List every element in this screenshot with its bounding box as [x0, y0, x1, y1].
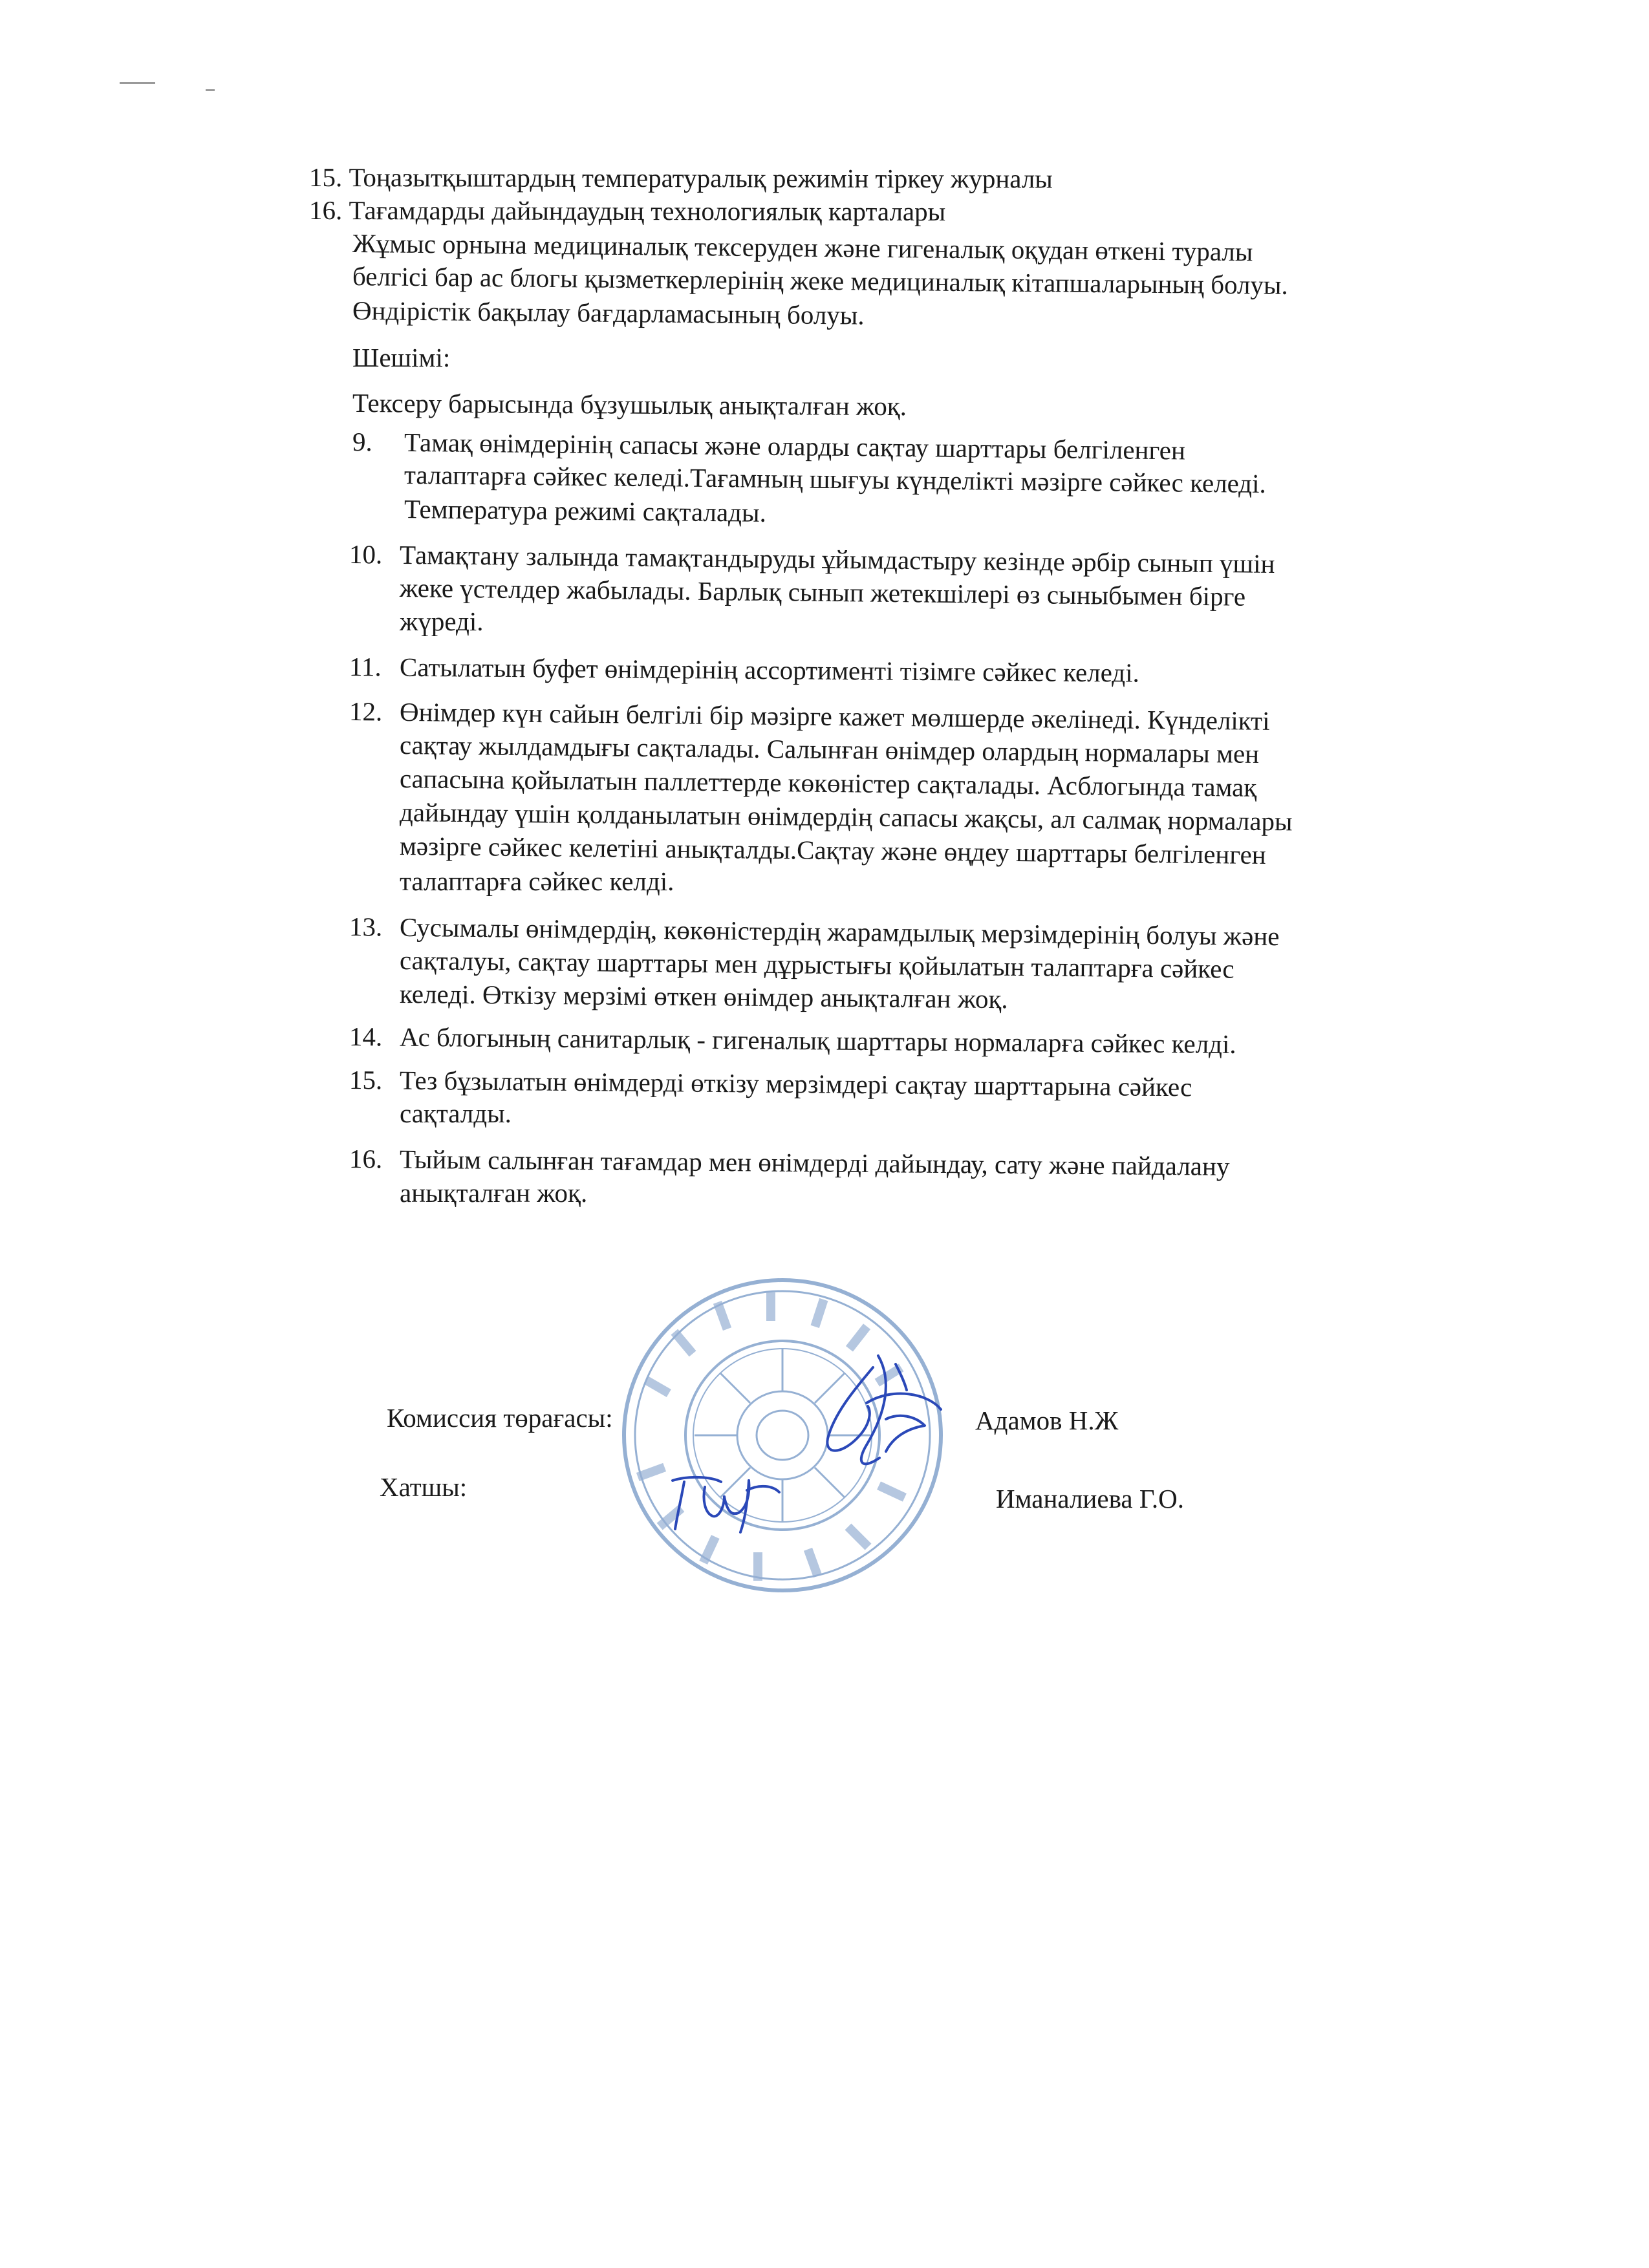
paragraph-line: белгісі бар ас блогы қызметкерлерінің жеке медициналық кітапшаларының болуы. [352, 261, 1289, 300]
list-item-continuation: Температура режимі сақталады. [404, 494, 767, 528]
list-item-continuation: сақталды. [400, 1098, 512, 1128]
decision-label: Шешімі: [352, 343, 451, 372]
list-text: Тыйым салынған тағамдар мен өнімдерді дайындау, сату және пайдалану [399, 1144, 1230, 1181]
list-item-continuation: жүреді. [400, 606, 484, 636]
list-item-continuation: анықталған жоқ. [400, 1178, 588, 1208]
list-item-continuation: жеке үстелдер жабылады. Барлық сынып жетекшілері өз сыныбымен бірге [399, 573, 1246, 612]
header-list-item [309, 194, 945, 228]
list-text: Тағамдарды дайындаудың технологиялық карталары [349, 195, 946, 227]
secretary-label: Хатшы: [380, 1472, 468, 1502]
chair-signature-icon [795, 1342, 957, 1490]
list-text: Тамақ өнімдерінің сапасы және оларды сақтау шарттары белгіленген [404, 427, 1186, 465]
chair-name: Адамов Н.Ж [975, 1406, 1119, 1435]
list-item [349, 650, 1139, 689]
scan-mark [206, 89, 215, 91]
decision-text: Тексеру барысында бұзушылық анықталған жоқ. [352, 388, 907, 422]
scan-mark [120, 82, 155, 84]
list-item-continuation: мәзірге сәйкес келетіні анықталды.Сақтау және өңдеу шарттары белгіленген [399, 831, 1267, 870]
list-text: Ас блогының санитарлық - гигеналық шарттары нормаларға сәйкес келді. [399, 1022, 1236, 1059]
list-number: 12. [349, 696, 383, 727]
list-item-continuation: талаптарға сәйкес келеді.Тағамның шығуы күнделікті мәзірге сәйкес келеді. [404, 460, 1267, 498]
paragraph-line: Жұмыс орнына медициналық тексеруден және гигеналық оқудан өткені туралы [352, 228, 1253, 267]
list-text: Тамақтану залында тамақтандыруды ұйымдастыру кезінде әрбір сынып үшін [399, 539, 1275, 579]
list-item-continuation: сапасына қойылатын паллеттерде көкөністер сақталады. Асблогында тамақ [399, 764, 1257, 802]
header-list-item [309, 161, 1053, 195]
list-number: 15. [308, 162, 343, 193]
list-item-continuation: дайындау үшін қолданылатын өнімдердің сапасы жақсы, ал салмақ нормалары [399, 797, 1293, 837]
paragraph-line: Өндірістік бақылау бағдарламасының болуы. [352, 295, 865, 330]
list-text: Тез бұзылатын өнімдерді өткізу мерзімдері сақтау шарттарына сәйкес [399, 1065, 1192, 1102]
list-number: 13. [349, 912, 383, 942]
list-item-continuation: келеді. Өткізу мерзімі өткен өнімдер анықталған жоқ. [399, 979, 1008, 1014]
list-number: 14. [349, 1022, 383, 1052]
list-number: 15. [349, 1065, 383, 1095]
list-number: 16. [349, 1144, 383, 1174]
list-number: 11. [349, 652, 382, 682]
list-text: Сатылатын буфет өнімдерінің ассортименті тізімге сәйкес келеді. [399, 652, 1140, 688]
chair-label: Комиссия төрағасы: [387, 1403, 613, 1433]
list-item-continuation: сақтау жылдамдығы сақталады. Салынған өнімдер олардың нормалары мен [399, 730, 1260, 769]
list-text: Өнімдер күн сайын белгілі бір мәзірге кажет мөлшерде әкелінеді. Күнделікті [399, 696, 1270, 736]
list-text: Сусымалы өнімдердің, көкөністердің жарамдылық мерзімдерінің болуы және [399, 912, 1280, 952]
list-item-continuation: талаптарға сәйкес келді. [400, 866, 674, 896]
list-item-continuation: сақталуы, сақтау шарттары мен дұрыстығы қойылатын талаптарға сәйкес [399, 945, 1234, 984]
list-number: 10. [349, 539, 383, 570]
list-text: Тоңазытқыштардың температуралық режимін тіркеу журналы [349, 162, 1053, 194]
secretary-signature-icon [660, 1468, 789, 1539]
list-item [349, 1020, 1236, 1060]
list-number: 9. [352, 427, 372, 457]
secretary-name: Иманалиева Г.О. [996, 1484, 1185, 1514]
list-number: 16. [308, 195, 343, 226]
